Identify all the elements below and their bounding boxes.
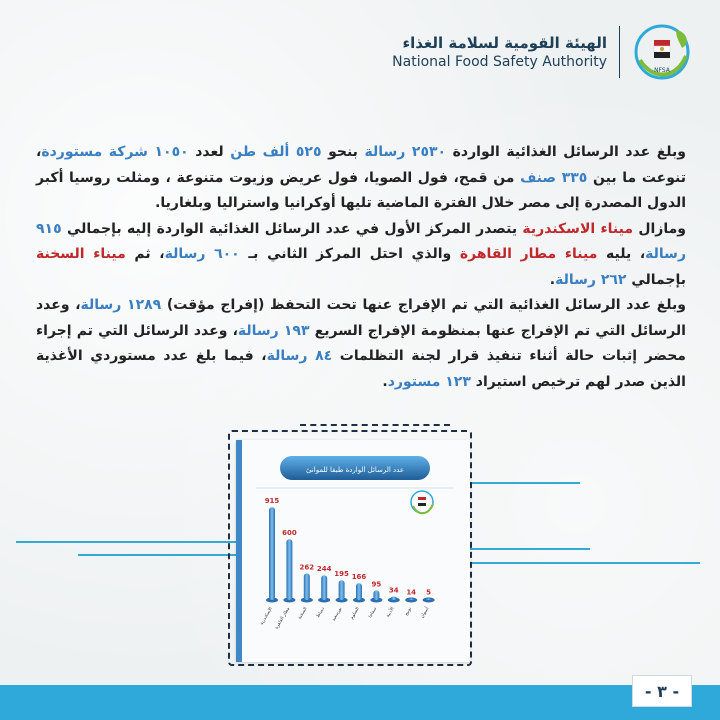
highlight-blue: ١٢٨٩ رسالة (80, 297, 162, 313)
highlight-red: ميناء الاسكندرية (522, 220, 634, 237)
bar-value-label: 195 (334, 570, 349, 579)
category-label: السخنة (297, 606, 309, 621)
logo-text: NFSA (654, 67, 670, 74)
category-label: نويبع (404, 606, 413, 617)
category-label: دمياط (315, 606, 326, 619)
text-run: وبلغ عدد الرسائل الغذائية الواردة (446, 144, 686, 160)
text-run: . (382, 373, 388, 390)
header-divider (619, 26, 620, 78)
bar (408, 599, 414, 601)
text-run: ، ثم (125, 246, 165, 262)
bar-value-label: 166 (351, 573, 367, 582)
category-label: السلوم (349, 606, 361, 621)
header (392, 22, 692, 82)
bar-value-label: 14 (406, 588, 417, 597)
org-name-english: National Food Safety Authority (392, 54, 607, 70)
page-number: - ٣ - (632, 675, 692, 707)
highlight-blue: ٢٦٢ رسالة (555, 271, 627, 288)
category-label: الإسكندرية (259, 606, 274, 627)
text-run: ، فيما بلغ عدد مستوردي الأغذية الذين صدر لهم ترخيص استيراد (36, 348, 686, 390)
chart-category-labels (259, 606, 431, 631)
bar (373, 590, 379, 600)
highlight-blue: ٢٥٣٠ رسالة (364, 144, 447, 160)
bar-value-label: 5 (426, 588, 432, 597)
nfsa-logo-icon (632, 22, 692, 82)
bar-value-label: 244 (316, 565, 332, 574)
bar (339, 580, 345, 600)
chart-title: عدد الرسائل الواردة طبقا للموانئ (305, 466, 405, 474)
bar (269, 507, 275, 600)
bar (391, 597, 397, 600)
text-run: والذي احتل المركز الثاني بـ (239, 246, 460, 262)
chart-logo-icon (411, 491, 433, 513)
text-run: من قمح، فول الصويا، فول عريض وزيوت متنوعة ، ومثلت روسيا أكبر الدول المصدرة إلى مصر خلال الفترة الماضية تليها أوكرانيا واستراليا وبلغاريا. (36, 169, 686, 211)
paragraph-ports (36, 217, 686, 294)
text-run: ، وعدد الرسائل التي تم الإفراج عنها بمنظومة الإفراج السريع (36, 297, 686, 339)
highlight-red: ميناء السخنة (36, 246, 126, 262)
bar (304, 573, 310, 600)
decor-line-right-2 (470, 548, 590, 550)
bar-value-label: 34 (388, 586, 399, 595)
highlight-blue: ٣٣٥ صنف (520, 169, 588, 186)
decor-dash-top (300, 424, 450, 426)
decor-line-right-1 (470, 482, 580, 484)
bar (321, 575, 327, 600)
highlight-blue: ٥٢٥ ألف طن (230, 144, 322, 160)
bar-value-label: 95 (371, 580, 382, 589)
decor-line-left-2 (78, 554, 236, 556)
bar (356, 583, 362, 600)
decor-line-right-3 (470, 562, 700, 564)
category-label: سفاجا (368, 606, 379, 620)
paragraph-releases (36, 293, 686, 395)
text-run: ، وعدد الرسائل التي تم إجراء محضر إثبات حالة أثناء تنفيذ قرار لجنة التظلمات (36, 322, 686, 364)
highlight-blue: ١٠٥٠ شركة مستوردة (41, 144, 189, 160)
highlight-blue: ١٢٣ مستورد (387, 373, 471, 390)
category-label: بورسعيد (331, 606, 344, 623)
text-run: بنحو (321, 144, 365, 160)
highlight-red: ميناء مطار القاهرة (459, 246, 598, 262)
footer-bar (0, 685, 720, 720)
bar-base (405, 598, 417, 603)
text-run: وبلغ عدد الرسائل الغذائية التي تم الإفراج عنها تحت التحفظ (إفراج مؤقت) (161, 297, 686, 313)
category-label: أسوان (420, 606, 431, 620)
article-body (36, 140, 686, 395)
paragraph-imports (36, 140, 686, 217)
bar (426, 599, 432, 601)
bar-value-label: 915 (264, 497, 280, 506)
category-label: الأدبية (385, 606, 396, 619)
port-bar-chart (242, 440, 464, 662)
text-run: بإجمالي (626, 271, 686, 288)
text-run: يتصدر المركز الأول في عدد الرسائل الغذائية الواردة إليه بإجمالي (61, 220, 523, 237)
text-run: ، يليه (597, 246, 646, 262)
org-name (392, 34, 607, 70)
highlight-blue: ٩١٥ رسالة (36, 220, 687, 262)
org-name-arabic: الهيئة القومية لسلامة الغذاء (402, 34, 607, 52)
text-run: ، تنوعت ما بين (36, 144, 686, 186)
highlight-blue: ٨٤ رسالة (266, 348, 333, 364)
bar-value-label: 600 (282, 529, 297, 538)
highlight-blue: ٦٠٠ رسالة (164, 246, 240, 262)
bar (286, 539, 292, 600)
text-run: لعدد (188, 144, 231, 160)
bar-value-label: 262 (299, 563, 315, 572)
decor-line-left-1 (16, 541, 236, 543)
chart-card (236, 440, 470, 662)
highlight-blue: ١٩٣ رسالة (237, 322, 310, 339)
category-label: مطار القاهرة (274, 606, 292, 631)
text-run: ومازال (633, 220, 686, 237)
text-run: . (549, 271, 556, 288)
